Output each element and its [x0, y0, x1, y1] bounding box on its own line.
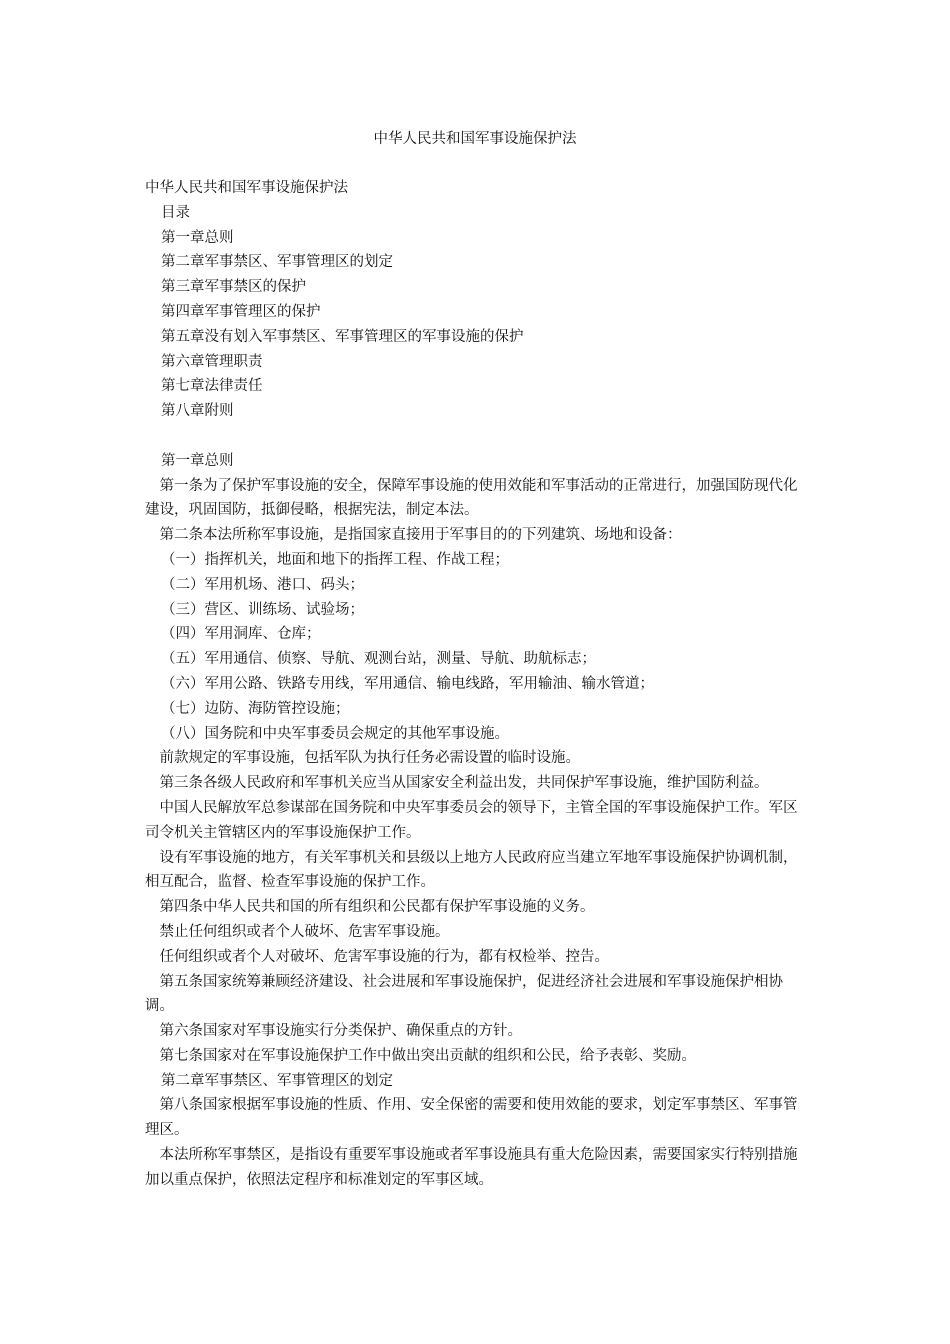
article-7: 第七条国家对在军事设施保护工作中做出突出贡献的组织和公民，给予表彰、奖励。 [159, 1047, 696, 1064]
article-4-paragraph: 任何组织或者个人对破坏、危害军事设施的行为，都有权检举、控告。 [159, 948, 609, 965]
article-2-item: （七）边防、海防管控设施； [161, 700, 350, 717]
article-2-item: （六）军用公路、铁路专用线，军用通信、输电线路，军用输油、输水管道； [161, 675, 654, 692]
article-2-item: （二）军用机场、港口、码头； [161, 576, 364, 593]
article-2-note: 前款规定的军事设施，包括军队为执行任务必需设置的临时设施。 [159, 750, 580, 767]
article-2-item: （八）国务院和中央军事委员会规定的其他军事设施。 [161, 725, 509, 742]
toc-item: 第八章附则 [161, 403, 234, 420]
document-body [145, 176, 810, 1193]
toc-item: 第七章法律责任 [161, 378, 263, 395]
spacer [145, 424, 810, 449]
toc-item: 第四章军事管理区的保护 [161, 303, 321, 320]
article-4: 第四条中华人民共和国的所有组织和公民都有保护军事设施的义务。 [159, 899, 595, 916]
article-3-paragraph: 设有军事设施的地方，有关军事机关和县级以上地方人民政府应当建立军地军事设施保护协调机制，相互配合，监督、检查军事设施的保护工作。 [145, 849, 798, 891]
article-2-item: （四）军用洞库、仓库； [161, 626, 321, 643]
toc-label: 目录 [161, 204, 190, 221]
toc-item: 第一章总则 [161, 229, 234, 246]
article-2-item: （一）指挥机关，地面和地下的指挥工程、作战工程； [161, 551, 509, 568]
article-4-paragraph: 禁止任何组织或者个人破坏、危害军事设施。 [159, 923, 450, 940]
toc-item: 第三章军事禁区的保护 [161, 279, 306, 296]
toc-item: 第二章军事禁区、军事管理区的划定 [161, 254, 393, 271]
toc-item: 第六章管理职责 [161, 353, 263, 370]
article-6: 第六条国家对军事设施实行分类保护、确保重点的方针。 [159, 1023, 522, 1040]
article-8: 第八条国家根据军事设施的性质、作用、安全保密的需要和使用效能的要求，划定军事禁区、军事管理区。 [145, 1097, 798, 1139]
law-heading: 中华人民共和国军事设施保护法 [145, 180, 348, 196]
article-8-paragraph: 本法所称军事禁区，是指设有重要军事设施或者军事设施具有重大危险因素，需要国家实行特别措施加以重点保护，依照法定程序和标准划定的军事区域。 [145, 1147, 798, 1188]
article-2-item: （五）军用通信、侦察、导航、观测台站，测量、导航、助航标志； [161, 651, 596, 668]
article-2: 第二条本法所称军事设施，是指国家直接用于军事目的的下列建筑、场地和设备： [159, 527, 682, 544]
article-5: 第五条国家统筹兼顾经济建设、社会进展和军事设施保护，促进经济社会进展和军事设施保护相协调。 [145, 973, 783, 1015]
document-title: 中华人民共和国军事设施保护法 [373, 131, 577, 147]
chapter-heading: 第二章军事禁区、军事管理区的划定 [161, 1072, 393, 1089]
toc-item: 第五章没有划入军事禁区、军事管理区的军事设施的保护 [161, 328, 524, 345]
article-3: 第三条各级人民政府和军事机关应当从国家安全利益出发，共同保护军事设施，维护国防利益。 [159, 775, 769, 792]
article-1: 第一条为了保护军事设施的安全，保障军事设施的使用效能和军事活动的正常进行，加强国防现代化建设，巩固国防，抵御侵略，根据宪法，制定本法。 [145, 477, 798, 519]
chapter-heading: 第一章总则 [161, 452, 234, 469]
article-3-paragraph: 中国人民解放军总参谋部在国务院和中央军事委员会的领导下，主管全国的军事设施保护工作。军区司令机关主管辖区内的军事设施保护工作。 [145, 799, 798, 841]
article-2-item: （三）营区、训练场、试验场； [161, 601, 364, 618]
